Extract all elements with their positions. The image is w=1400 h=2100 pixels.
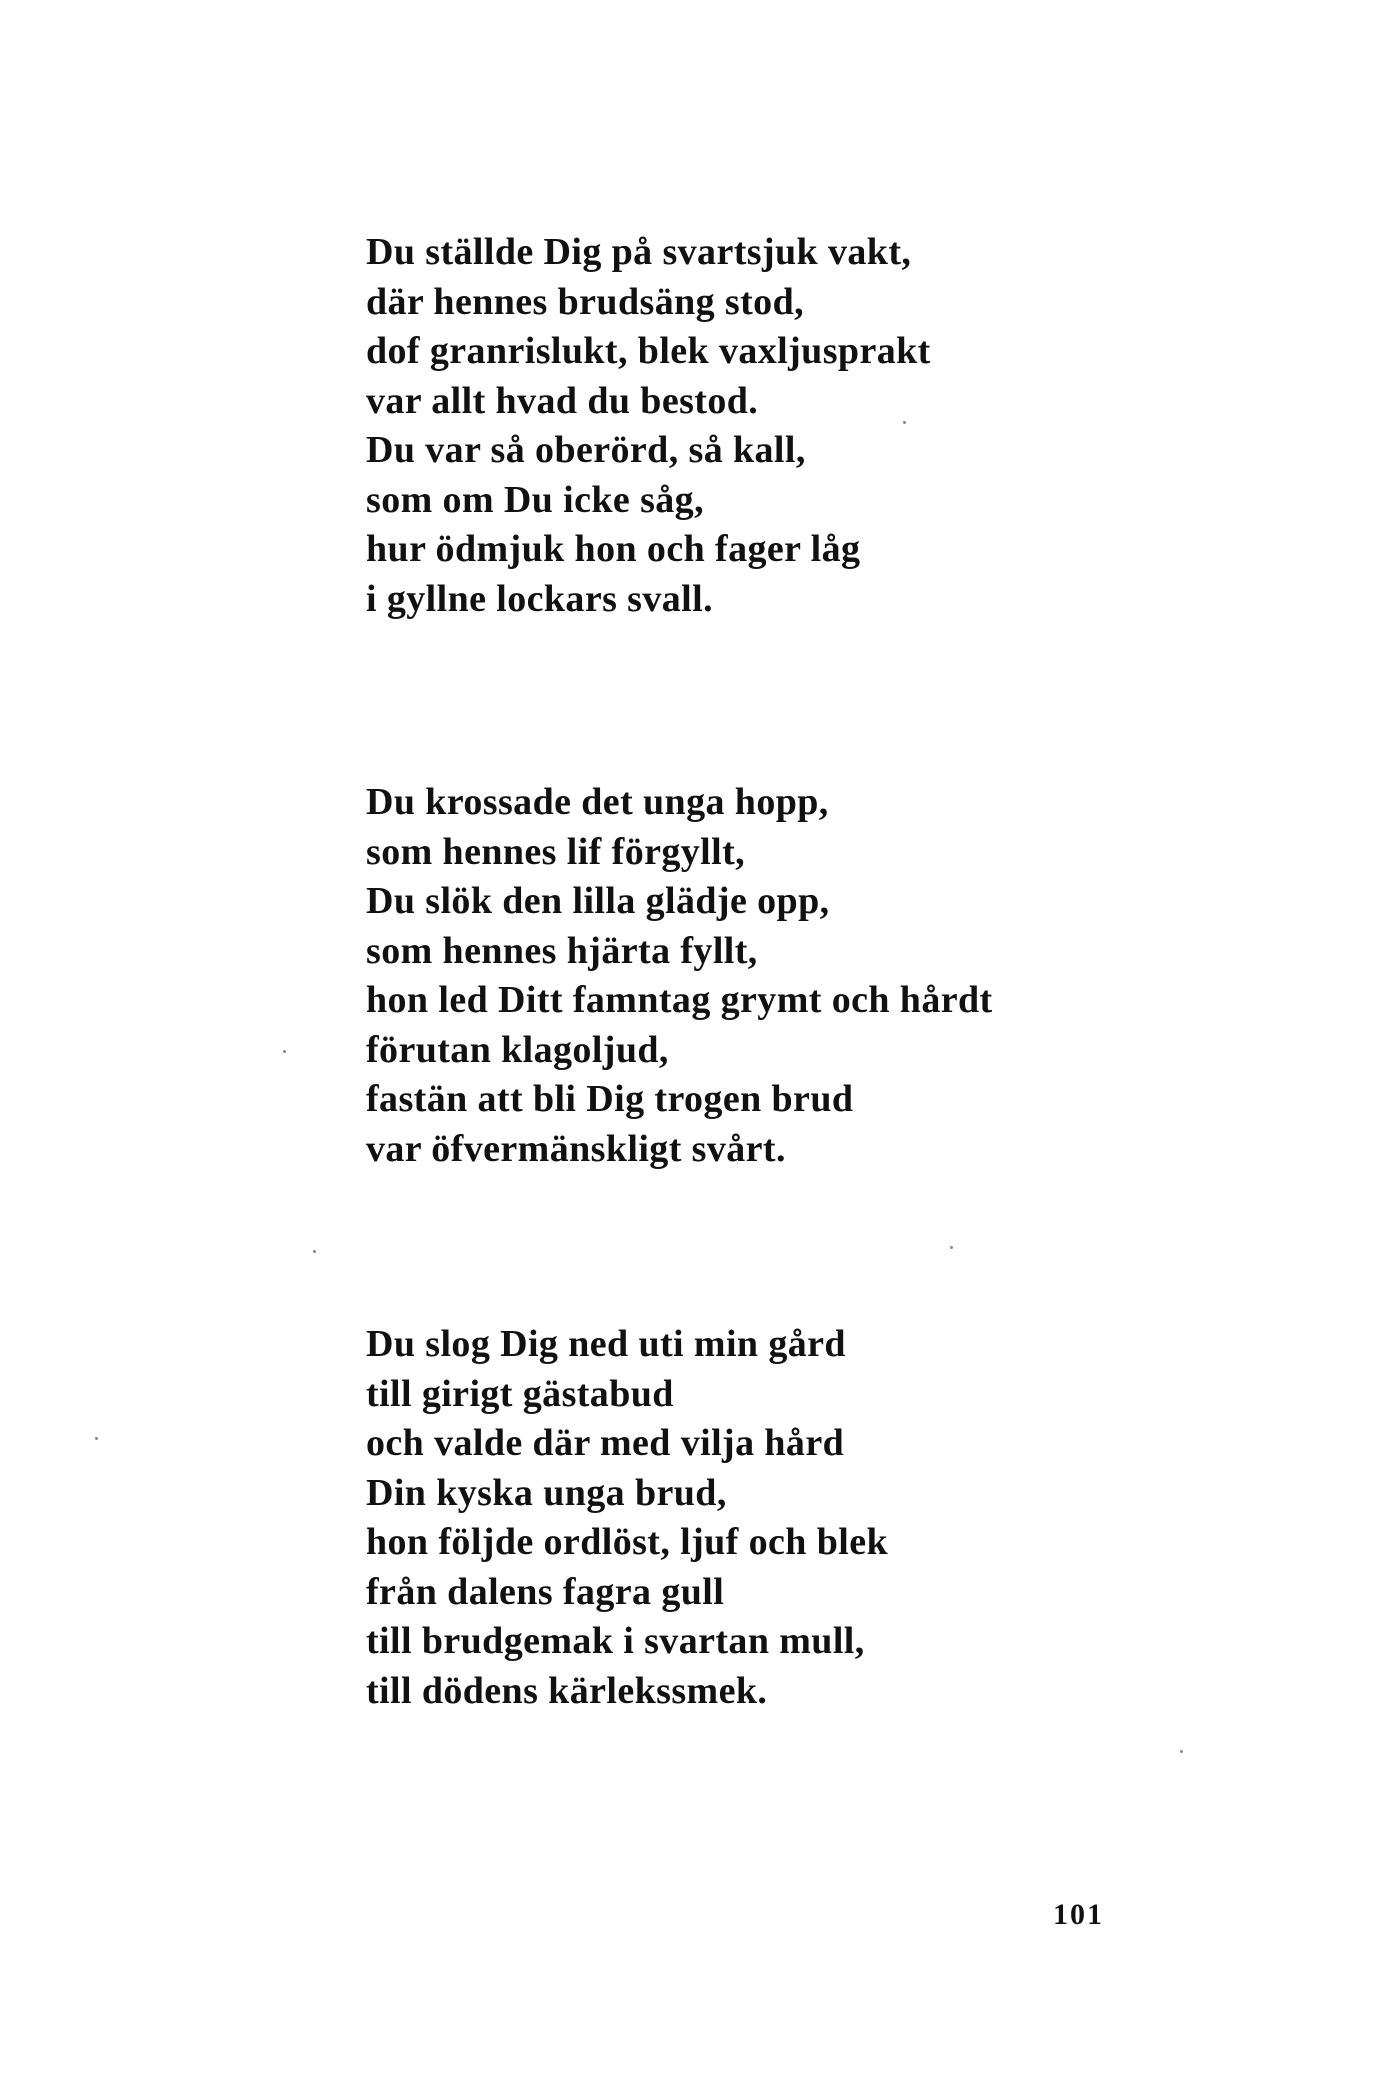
poem-line: var öfvermänskligt svårt. — [366, 1127, 786, 1170]
poem-line: Du slog Dig ned uti min gård — [366, 1323, 846, 1365]
poem-line: och valde där med vilja hård — [366, 1422, 845, 1464]
stanza-1 — [366, 228, 1266, 624]
stanza-2 — [366, 778, 1266, 1174]
poem-line: till brudgemak i svartan mull, — [366, 1620, 865, 1662]
poem-line: hon följde ordlöst, ljuf och blek — [366, 1521, 889, 1563]
poem-line: till girigt gästabud — [366, 1372, 674, 1415]
poem-line: dof granrislukt, blek vaxljusprakt — [366, 330, 931, 372]
poem-line: hon led Ditt famntag grymt och hårdt — [366, 979, 993, 1021]
poem-line: Du krossade det unga hopp, — [366, 781, 829, 823]
poem-line: Din kyska unga brud, — [366, 1471, 727, 1514]
stanza-3 — [366, 1320, 1266, 1716]
poem-line: som om Du icke såg, — [366, 478, 704, 521]
poem-line: förutan klagoljud, — [366, 1028, 669, 1071]
poem-line: från dalens fagra gull — [366, 1570, 725, 1613]
print-speck — [283, 1050, 286, 1053]
poem-line: till dödens kärlekssmek. — [366, 1669, 768, 1712]
print-speck — [1180, 1750, 1183, 1753]
page-number: 101 — [1053, 1898, 1104, 1931]
poem-line: Du ställde Dig på svartsjuk vakt, — [366, 231, 912, 273]
print-speck — [950, 1246, 953, 1249]
poem-line: som hennes hjärta fyllt, — [366, 929, 758, 972]
print-speck — [903, 421, 906, 424]
poem-line: Du var så oberörd, så kall, — [366, 429, 806, 471]
print-speck — [95, 1437, 98, 1440]
poem-line: fastän att bli Dig trogen brud — [366, 1078, 854, 1120]
poem-line: i gyllne lockars svall. — [366, 577, 713, 620]
poem-line: som hennes lif förgyllt, — [366, 830, 746, 873]
poem-line: hur ödmjuk hon och fager låg — [366, 528, 861, 570]
print-speck — [313, 1250, 316, 1253]
poem-line: där hennes brudsäng stod, — [366, 280, 805, 323]
poem-line: Du slök den lilla glädje opp, — [366, 880, 830, 922]
poem-line: var allt hvad du bestod. — [366, 379, 759, 422]
